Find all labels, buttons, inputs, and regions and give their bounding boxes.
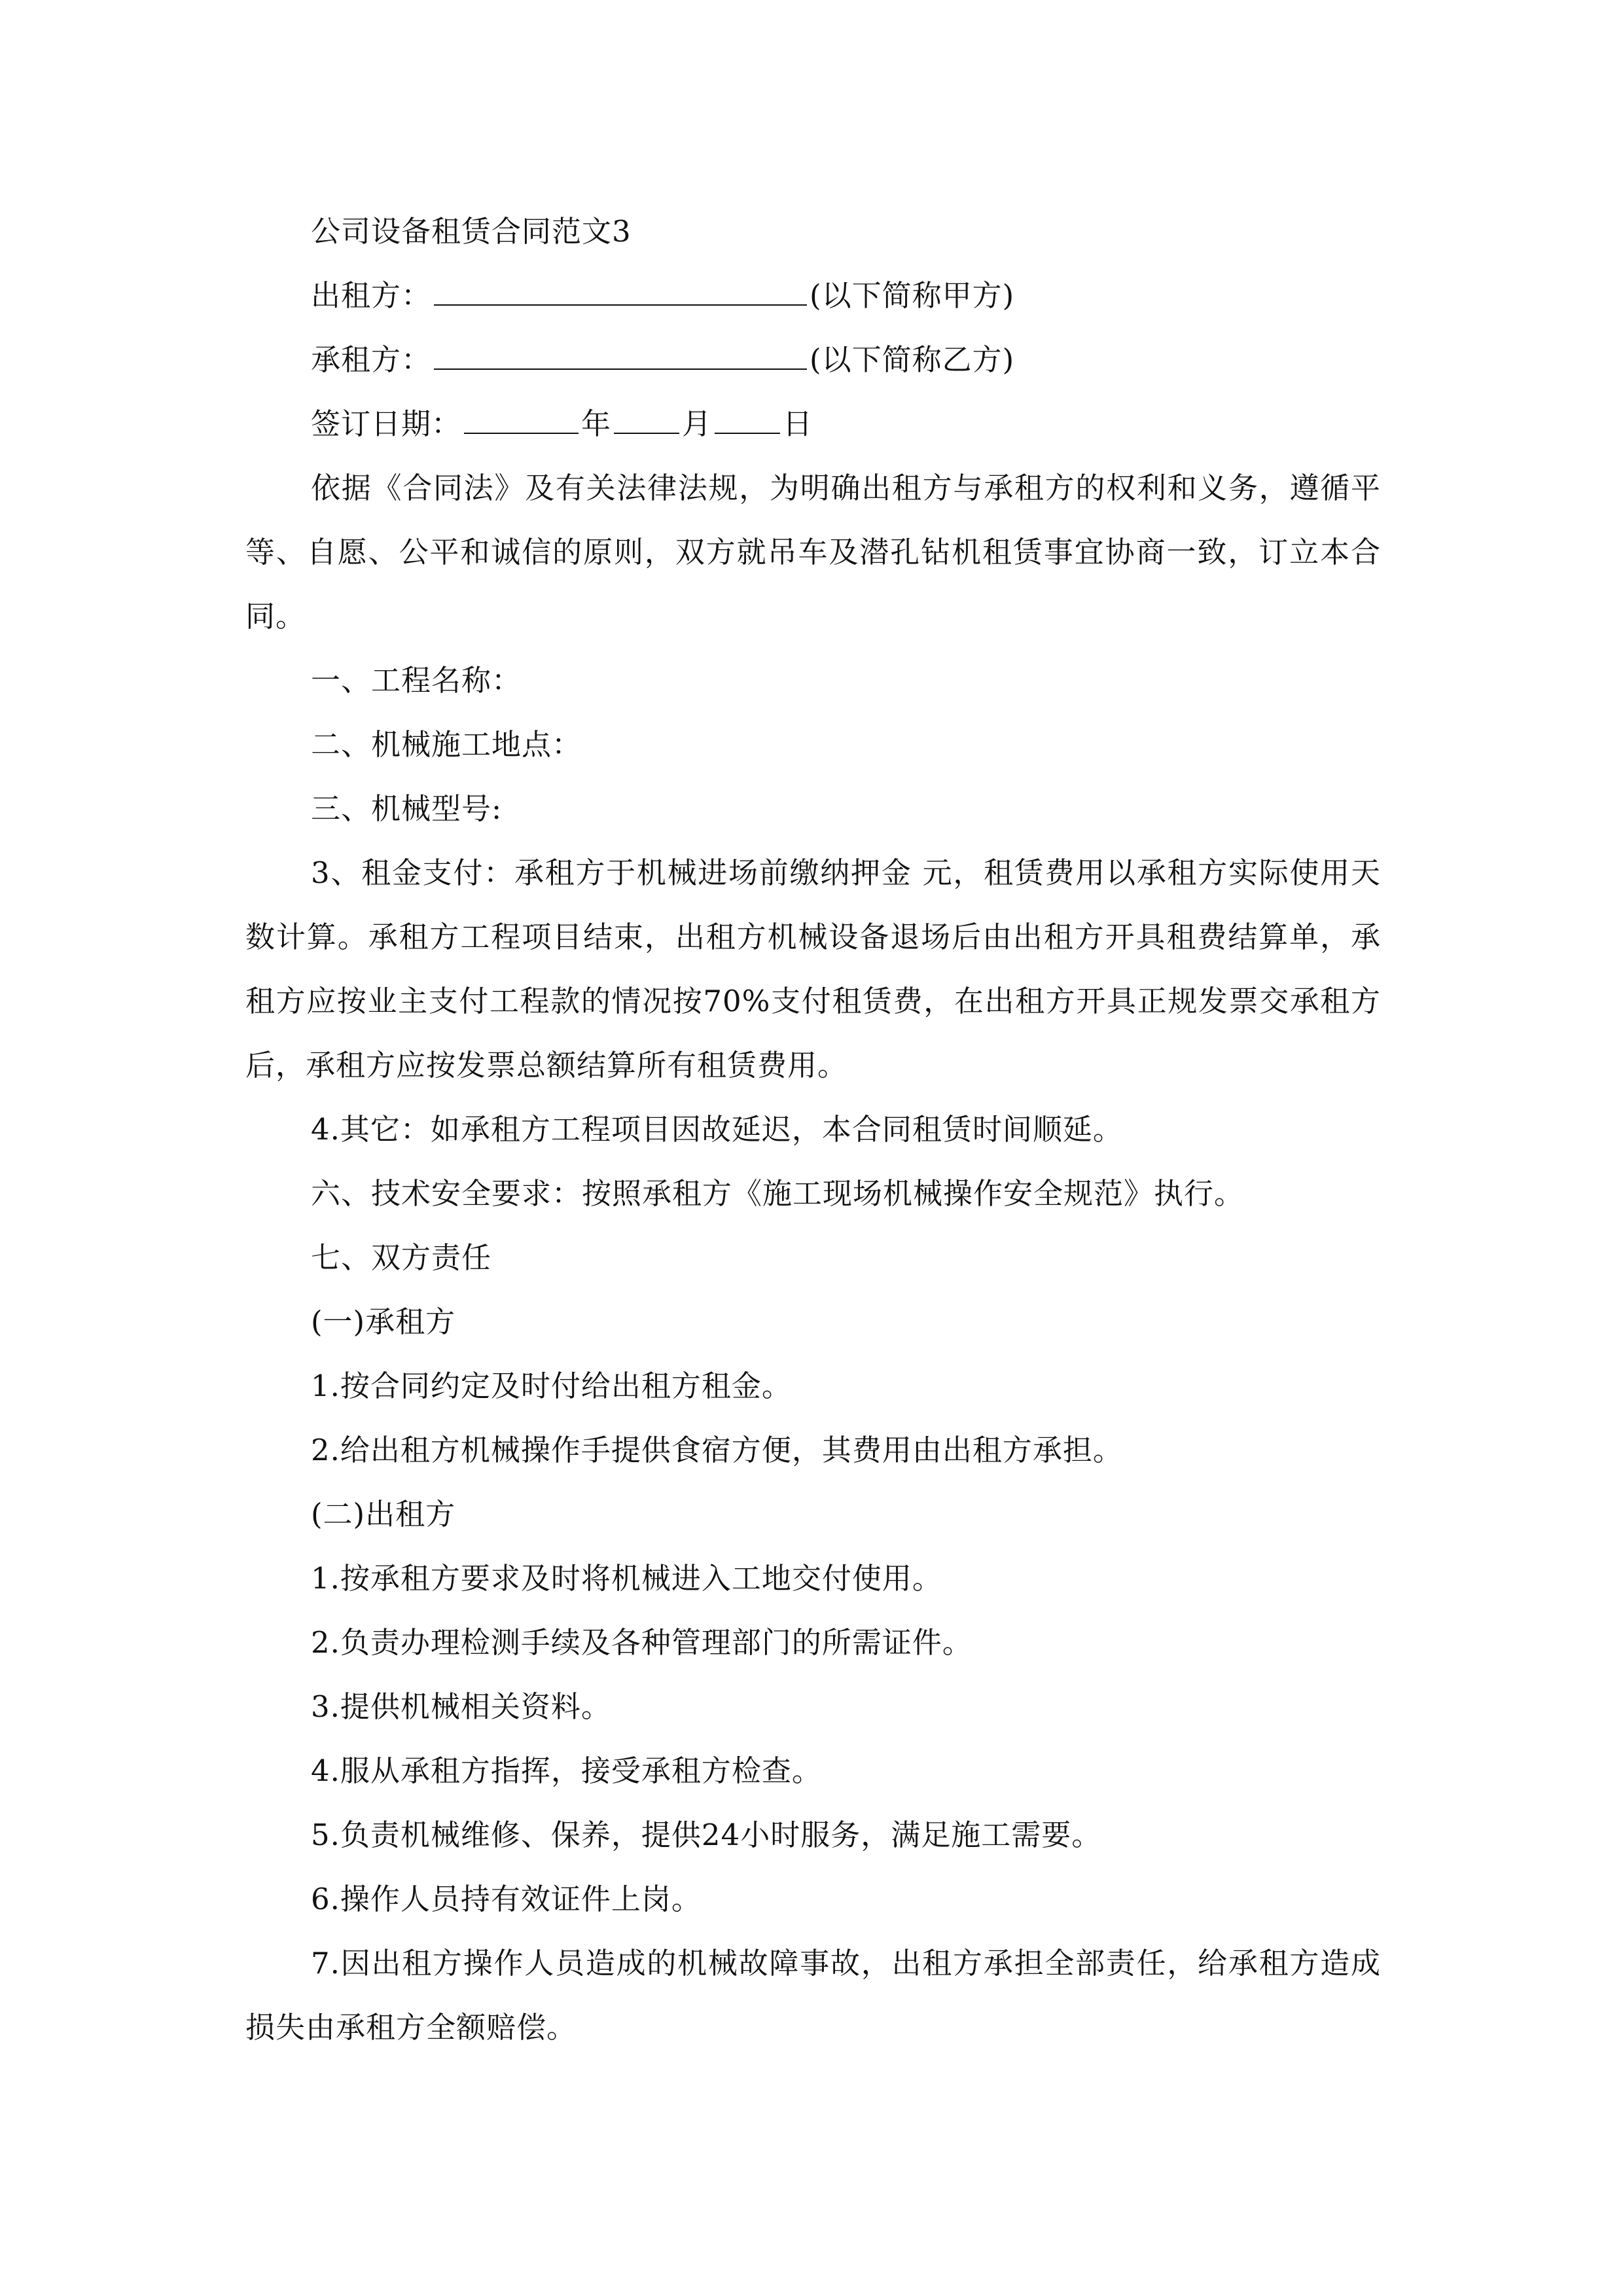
section-other: 4.其它：如承租方工程项目因故延迟，本合同租赁时间顺延。 (311, 1112, 1123, 1147)
doc-title: 公司设备租赁合同范文3 (311, 214, 632, 249)
list-item: 4.服从承租方指挥，接受承租方检查。 (311, 1753, 822, 1788)
year-blank (464, 399, 579, 434)
date-label: 签订日期： (311, 406, 462, 441)
list-item: 1.按合同约定及时付给出租方租金。 (311, 1369, 792, 1403)
list-item: 6.操作人员持有效证件上岗。 (311, 1882, 702, 1916)
list-item: 2.给出租方机械操作手提供食宿方便，其费用由出租方承担。 (311, 1433, 1123, 1467)
lessor-blank (434, 270, 807, 306)
section-site: 二、机械施工地点： (311, 727, 582, 762)
lessor-line (245, 264, 1381, 328)
lessor-note: (以下简称甲方) (810, 278, 1015, 313)
intro-paragraph: 依据《合同法》及有关法律法规，为明确出租方与承租方的权利和义务，遵循平等、自愿、公平和诚信的原则，双方就吊车及潜孔钻机租赁事宜协商一致，订立本合同。 (245, 471, 1381, 634)
section-project-name: 一、工程名称： (311, 663, 522, 698)
lessee-blank (434, 334, 807, 370)
lessee-line (245, 328, 1381, 392)
section-model: 三、机械型号: (311, 791, 503, 826)
list-item: 1.按承租方要求及时将机械进入工地交付使用。 (311, 1561, 942, 1596)
year-label: 年 (581, 406, 612, 441)
lessor-label: 出租方： (311, 278, 432, 313)
day-blank (715, 399, 780, 434)
list-item: 3.提供机械相关资料。 (311, 1689, 611, 1724)
day-label: 日 (783, 406, 813, 441)
lessor-heading: (二)出租方 (311, 1497, 456, 1532)
month-blank (614, 399, 679, 434)
section-rent-payment: 3、租金支付：承租方于机械进场前缴纳押金 元，租赁费用以承租方实际使用天数计算。承租方工程项目结束，出租方机械设备退场后由出租方开具租费结算单，承租方应按业主支付工程款的情况按70%支付租赁费，在出租方开具正规发票交承租方后，承租方应按发票总额结算所有租赁费用。 (245, 855, 1381, 1083)
lessee-heading: (一)承租方 (311, 1304, 456, 1339)
date-line (245, 392, 1381, 456)
section-safety: 六、技术安全要求：按照承租方《施工现场机械操作安全规范》执行。 (311, 1176, 1245, 1211)
list-item: 7.因出租方操作人员造成的机械故障事故，出租方承担全部责任，给承租方造成损失由承租方全额赔偿。 (245, 1946, 1381, 2045)
list-item: 5.负责机械维修、保养，提供24小时服务，满足施工需要。 (311, 1818, 1102, 1852)
lessee-note: (以下简称乙方) (810, 342, 1015, 377)
lessee-label: 承租方： (311, 342, 432, 377)
month-label: 月 (682, 406, 713, 441)
document-body (245, 200, 1381, 2060)
section-responsibilities: 七、双方责任 (311, 1240, 492, 1275)
list-item: 2.负责办理检测手续及各种管理部门的所需证件。 (311, 1625, 972, 1660)
